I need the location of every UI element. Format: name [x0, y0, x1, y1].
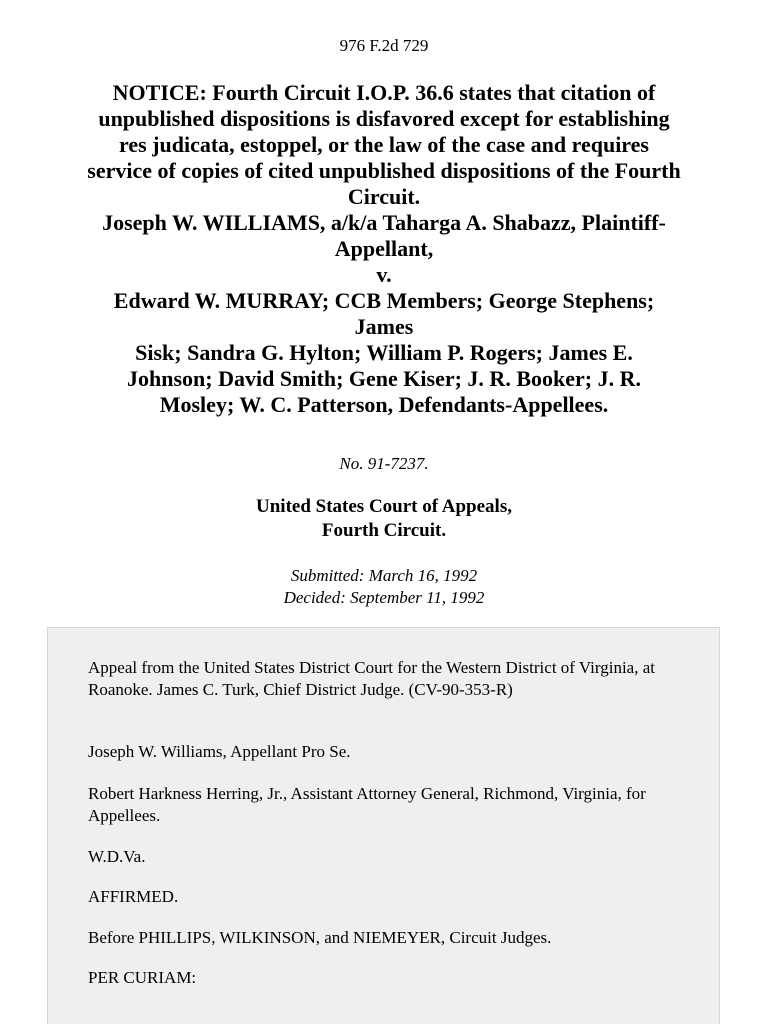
defendants-line: Mosley; W. C. Patterson, Defendants-Appellees.: [159, 392, 609, 417]
docket-number: No. 91-7237.: [339, 454, 429, 473]
case-heading: [40, 80, 728, 418]
disposition-paragraph: AFFIRMED.: [88, 887, 179, 906]
defendants-line: Edward W. MURRAY; CCB Members; George Stephens;: [113, 288, 655, 313]
appeal-from-paragraph: Appeal from the United States District Court for the Western District of Virginia, at Roanoke. James C. Turk, Chief District Judge. (CV-90-353-R): [88, 658, 655, 699]
case-details-panel: [47, 627, 720, 1024]
decided-date: Decided: September 11, 1992: [283, 588, 485, 607]
per-curiam-paragraph: PER CURIAM:: [88, 968, 197, 987]
notice-line: service of copies of cited unpublished dispositions of the Fourth: [87, 158, 681, 183]
defendants-line: James: [354, 314, 414, 339]
case-dates: [0, 565, 768, 609]
submitted-date: Submitted: March 16, 1992: [290, 566, 478, 585]
court-name-line: Fourth Circuit.: [321, 520, 447, 541]
judges-paragraph: Before PHILLIPS, WILKINSON, and NIEMEYER, Circuit Judges.: [88, 928, 552, 947]
appellant-counsel-paragraph: Joseph W. Williams, Appellant Pro Se.: [88, 742, 351, 761]
district-paragraph: W.D.Va.: [88, 847, 146, 866]
notice-line: Circuit.: [347, 184, 421, 209]
plaintiff-line: Appellant,: [334, 236, 434, 261]
appellee-counsel-paragraph: Robert Harkness Herring, Jr., Assistant Attorney General, Richmond, Virginia, for Appellees.: [88, 784, 646, 825]
notice-line: NOTICE: Fourth Circuit I.O.P. 36.6 states that citation of: [112, 80, 656, 105]
case-citation: 976 F.2d 729: [339, 36, 429, 55]
versus-line: v.: [376, 262, 392, 287]
notice-line: res judicata, estoppel, or the law of the case and requires: [118, 132, 649, 157]
defendants-line: Sisk; Sandra G. Hylton; William P. Rogers; James E.: [135, 340, 633, 365]
notice-line: unpublished dispositions is disfavored except for establishing: [98, 106, 670, 131]
court-name: [0, 495, 768, 543]
defendants-line: Johnson; David Smith; Gene Kiser; J. R. Booker; J. R.: [127, 366, 641, 391]
plaintiff-line: Joseph W. WILLIAMS, a/k/a Taharga A. Shabazz, Plaintiff-: [102, 210, 666, 235]
court-name-line: United States Court of Appeals,: [256, 496, 512, 517]
